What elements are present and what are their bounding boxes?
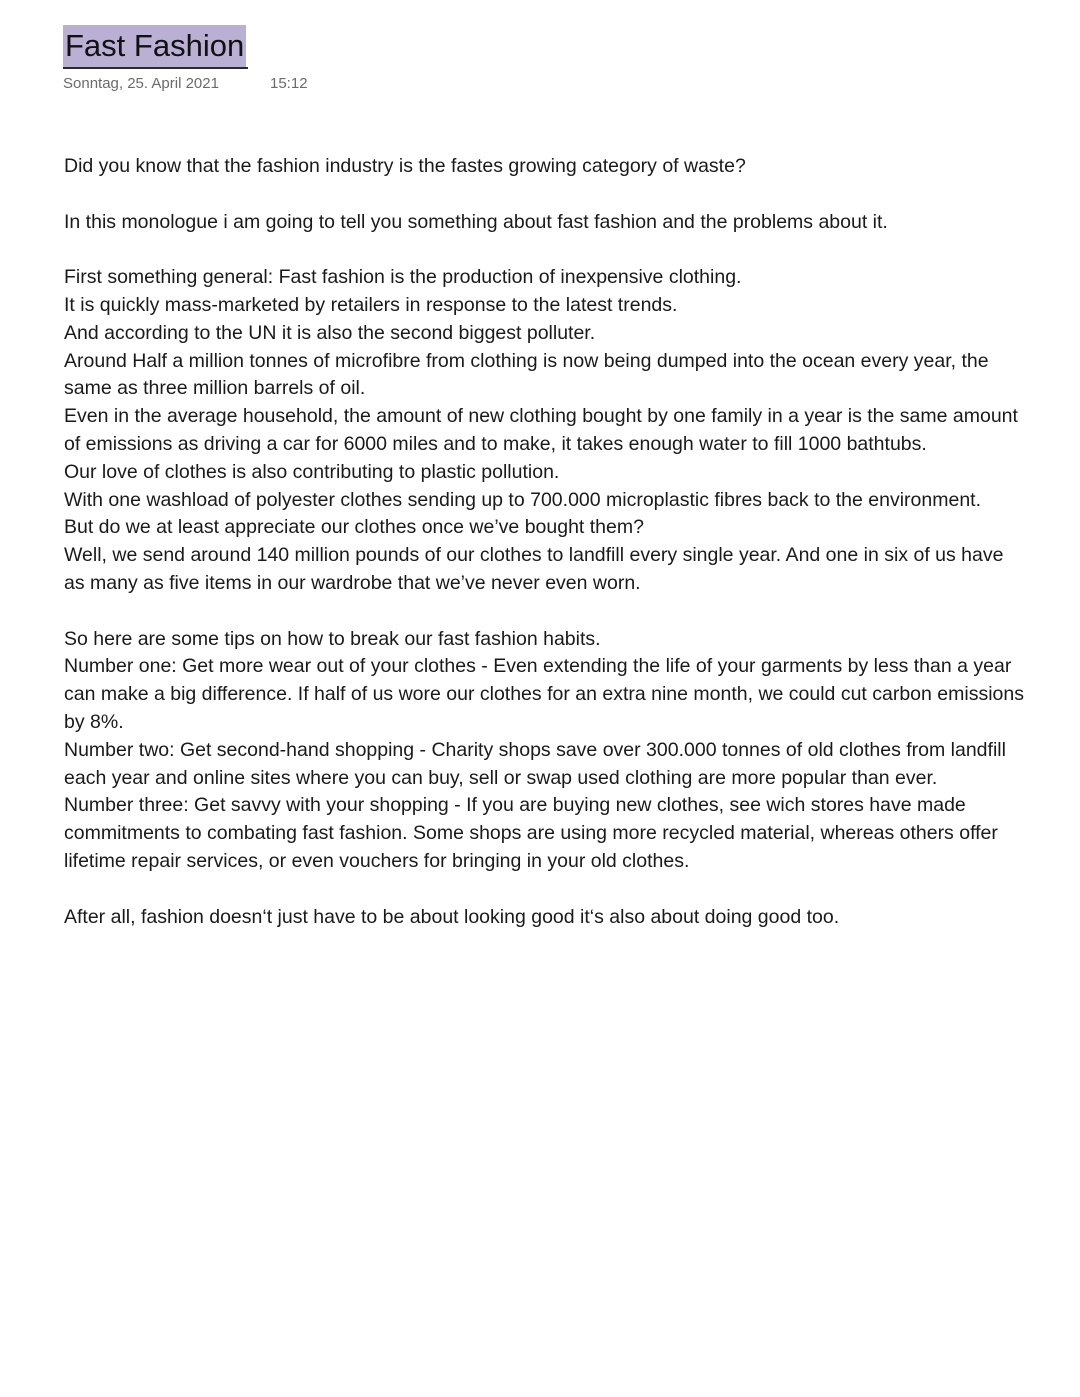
body-line: Number two: Get second-hand shopping - Charity shops save over 300.000 tonnes of old clothes from landfill each year and online sites where you can buy, sell or swap used clothing are more popular than ever. <box>64 738 1006 789</box>
body-line: Did you know that the fashion industry is the fastes growing category of waste? <box>64 155 746 177</box>
title-underline <box>63 67 248 69</box>
body-line: With one washload of polyester clothes sending up to 700.000 microplastic fibres back to the environment. <box>64 488 982 511</box>
body-line: And according to the UN it is also the second biggest polluter. <box>64 321 596 344</box>
body-line: In this monologue i am going to tell you something about fast fashion and the problems about it. <box>64 210 888 233</box>
body-line: Our love of clothes is also contributing to plastic pollution. <box>64 460 560 483</box>
body-line: Around Half a million tonnes of microfibre from clothing is now being dumped into the ocean every year, the same as three million barrels of oil. <box>64 349 989 400</box>
body-line: Number one: Get more wear out of your clothes - Even extending the life of your garments by less than a year can make a big difference. If half of us wore our clothes for an extra nine month, we could cut carbon emissions by 8%. <box>64 655 1024 733</box>
paragraph-gap <box>64 181 1024 209</box>
paragraph-gap <box>64 876 1024 904</box>
body-line: But do we at least appreciate our clothes once we’ve bought them? <box>64 516 644 539</box>
page-title[interactable]: Fast Fashion <box>63 25 246 67</box>
body-line: First something general: Fast fashion is the production of inexpensive clothing. <box>64 266 742 289</box>
body-line: After all, fashion doesn‘t just have to be about looking good it‘s also about doing good too. <box>64 905 840 928</box>
body-line: Well, we send around 140 million pounds of our clothes to landfill every single year. And one in six of us have as many as five items in our wardrobe that we’ve never even worn. <box>64 544 1004 594</box>
body-line: It is quickly mass-marketed by retailers in response to the latest trends. <box>64 293 678 316</box>
note-body[interactable] <box>64 153 1024 931</box>
paragraph-gap <box>64 598 1024 626</box>
body-line: So here are some tips on how to break our fast fashion habits. <box>64 627 601 650</box>
note-time: 15:12 <box>270 75 308 92</box>
note-date: Sonntag, 25. April 2021 <box>63 75 219 92</box>
body-line: Number three: Get savvy with your shopping - If you are buying new clothes, see wich stores have made commitments to combating fast fashion. Some shops are using more recycled material, whereas others offer lifetime repair services, or even vouchers for bringing in your old clothes. <box>64 794 998 872</box>
paragraph-gap <box>64 236 1024 264</box>
body-line: Even in the average household, the amount of new clothing bought by one family in a year is the same amount of emissions as driving a car for 6000 miles and to make, it takes enough water to fill 1000 bathtubs. <box>64 405 1018 455</box>
